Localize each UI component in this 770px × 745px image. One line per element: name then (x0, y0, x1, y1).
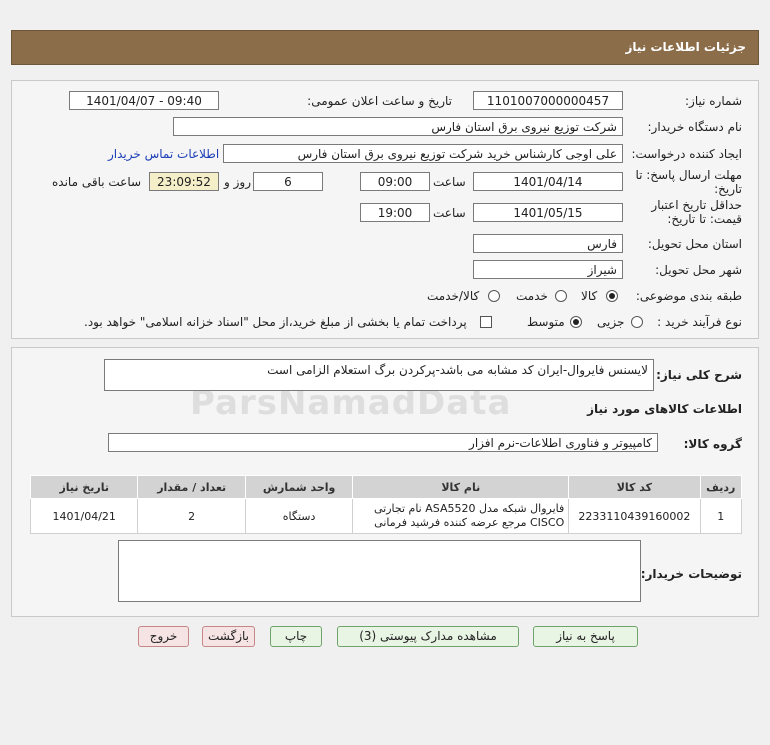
buyer-contact-link[interactable]: اطلاعات تماس خریدار (108, 147, 220, 161)
buyer-org-label: نام دستگاه خریدار: (647, 120, 742, 134)
buyer-notes-label: توضیحات خریدار: (640, 567, 742, 581)
process-radio-minor[interactable] (631, 316, 643, 328)
treasury-payment-checkbox[interactable] (480, 316, 492, 328)
requester-field: علی اوجی کارشناس خرید شرکت توزیع نیروی برق استان فارس (223, 144, 623, 163)
validity-time-field: 19:00 (360, 203, 430, 222)
page-title: جزئیات اطلاعات نیاز (625, 40, 746, 54)
exit-button[interactable]: خروج (138, 626, 189, 647)
process-option-medium: متوسط (527, 315, 565, 329)
treasury-payment-note: پرداخت تمام یا بخشی از مبلغ خرید،از محل "اسناد خزانه اسلامی" خواهد بود. (84, 315, 467, 329)
validity-date-field: 1401/05/15 (473, 203, 623, 222)
category-radio-service[interactable] (555, 290, 567, 302)
goods-group-field: کامپیوتر و فناوری اطلاعات-نرم افزار (108, 433, 658, 452)
back-button[interactable]: بازگشت (202, 626, 255, 647)
goods-table (30, 475, 742, 534)
category-label: طبقه بندی موضوعی: (635, 289, 742, 303)
row-unit: دستگاه (245, 499, 352, 534)
category-option-goods-service: کالا/خدمت (427, 289, 480, 303)
deadline-label-2: تاریخ: (714, 182, 742, 196)
print-button[interactable]: چاپ (270, 626, 322, 647)
col-row-index: ردیف (700, 476, 741, 499)
province-label: استان محل تحویل: (647, 237, 742, 251)
city-label: شهر محل تحویل: (655, 263, 742, 277)
validity-label-2: قیمت: تا تاریخ: (667, 212, 742, 226)
col-quantity: تعداد / مقدار (138, 476, 245, 499)
process-option-minor: جزیی (597, 315, 625, 329)
attachments-button[interactable]: مشاهده مدارک پیوستی (3) (337, 626, 519, 647)
col-goods-name: نام کالا (353, 476, 569, 499)
goods-table-header (31, 476, 742, 499)
days-remaining-field: 6 (253, 172, 323, 191)
validity-time-label: ساعت (433, 206, 466, 220)
row-goods-code: 2233110439160002 (569, 499, 700, 534)
remaining-label: ساعت باقی مانده (52, 175, 142, 189)
table-row (31, 499, 742, 534)
page-header (11, 30, 759, 65)
row-need-date: 1401/04/21 (31, 499, 138, 534)
deadline-date-field: 1401/04/14 (473, 172, 623, 191)
row-quantity: 2 (138, 499, 245, 534)
summary-label: شرح کلی نیاز: (656, 368, 742, 382)
need-number-field: 1101007000000457 (473, 91, 623, 110)
col-need-date: تاریخ نیاز (31, 476, 138, 499)
province-field: فارس (473, 234, 623, 253)
process-radio-medium[interactable] (570, 316, 582, 328)
remaining-time-field: 23:09:52 (149, 172, 219, 191)
requester-label: ایجاد کننده درخواست: (631, 147, 742, 161)
validity-label: حداقل تاریخ اعتبار (651, 198, 742, 212)
summary-field: لایسنس فایروال-ایران کد مشابه می باشد-پرکردن برگ استعلام الزامی است (104, 359, 654, 391)
reply-button[interactable]: پاسخ به نیاز (533, 626, 638, 647)
process-type-label: نوع فرآیند خرید : (657, 315, 742, 329)
category-radio-goods[interactable] (606, 290, 618, 302)
deadline-time-field: 09:00 (360, 172, 430, 191)
category-option-service: خدمت (516, 289, 548, 303)
buyer-notes-field (118, 540, 641, 602)
col-goods-code: کد کالا (569, 476, 700, 499)
city-field: شیراز (473, 260, 623, 279)
announce-datetime-field: 1401/04/07 - 09:40 (69, 91, 219, 110)
category-option-goods: کالا (581, 289, 598, 303)
col-unit: واحد شمارش (245, 476, 352, 499)
deadline-label: مهلت ارسال پاسخ: تا (635, 168, 742, 182)
buyer-org-field: شرکت توزیع نیروی برق استان فارس (173, 117, 623, 136)
category-radio-goods-service[interactable] (488, 290, 500, 302)
goods-info-title: اطلاعات کالاهای مورد نیاز (587, 402, 742, 416)
deadline-time-label: ساعت (433, 175, 466, 189)
announce-datetime-label: تاریخ و ساعت اعلان عمومی: (307, 94, 452, 108)
row-index: 1 (700, 499, 741, 534)
row-goods-name: فایروال شبکه مدل ASA5520 نام تجارتی CISCO مرجع عرضه کننده فرشید فرمانی (353, 499, 569, 534)
need-number-label: شماره نیاز: (685, 94, 742, 108)
goods-group-label: گروه کالا: (683, 437, 742, 451)
days-label: روز و (224, 175, 251, 189)
